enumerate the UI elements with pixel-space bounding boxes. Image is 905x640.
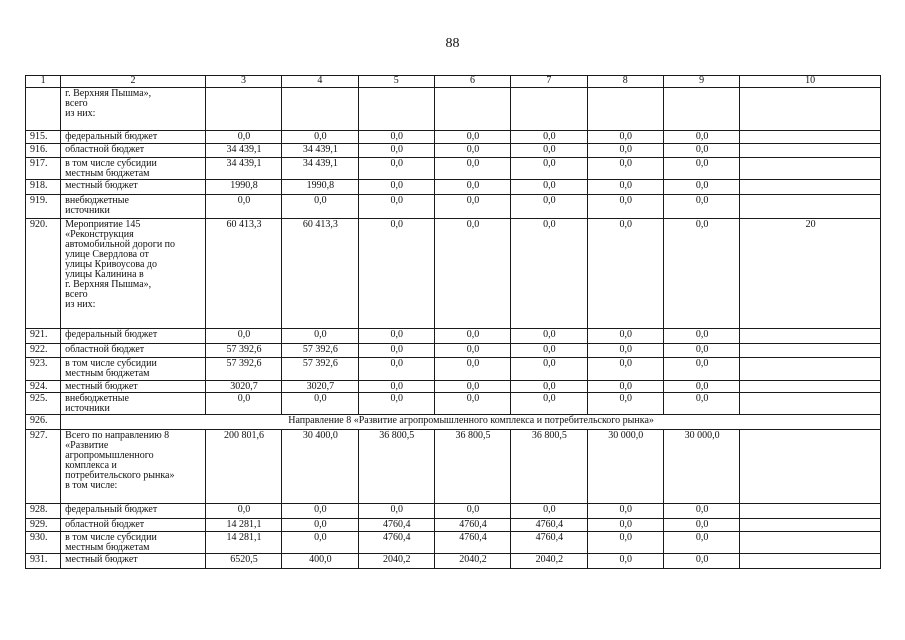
value-cell-col9: 0,0 [663,358,739,381]
value-cell-col8: 0,0 [587,219,663,329]
goal-number-cell [740,532,881,554]
value-cell-col4: 0,0 [282,532,358,554]
value-cell-col4: 0,0 [282,329,358,344]
item-name-line: из них: [65,299,96,310]
value-cell-col6: 4760,4 [434,519,510,532]
value-cell-col7: 0,0 [511,393,587,415]
value-cell-col8: 0,0 [587,329,663,344]
item-name-line: Мероприятие 145 [65,219,141,230]
value-cell-col7: 0,0 [511,504,587,519]
value-cell-col5: 0,0 [358,195,434,219]
item-name [61,88,206,131]
value-cell-col7: 0,0 [511,219,587,329]
value-cell-col4: 0,0 [282,195,358,219]
item-name-line: в том числе субсидии [65,158,157,169]
item-name-line: местным бюджетам [65,168,150,179]
section-title: Направление 8 «Развитие агропромышленного комплекса и потребительского рынка» [61,415,881,430]
column-header-5: 5 [358,76,434,88]
table-row [26,180,881,195]
row-number: 920. [26,219,61,329]
item-name-line: улицы Кривоусова до [65,259,157,270]
value-cell-col7: 0,0 [511,158,587,180]
value-cell-col5: 4760,4 [358,532,434,554]
value-cell-col5: 0,0 [358,358,434,381]
value-cell-col6: 0,0 [434,381,510,393]
value-cell-col4: 60 413,3 [282,219,358,329]
item-name-line: «Реконструкция [65,229,134,240]
header-row [26,76,881,88]
row-number: 928. [26,504,61,519]
value-cell-col8: 0,0 [587,381,663,393]
value-cell-col5: 0,0 [358,131,434,144]
value-cell-col4: 57 392,6 [282,344,358,358]
value-cell-col3: 1990,8 [205,180,281,195]
table-row [26,393,881,415]
value-cell-col3: 34 439,1 [205,158,281,180]
value-cell-col9: 30 000,0 [663,430,739,504]
column-header-2: 2 [61,76,206,88]
value-cell-col6: 0,0 [434,393,510,415]
row-number: 923. [26,358,61,381]
item-name-line: улице Свердлова от [65,249,149,260]
item-name [61,381,206,393]
item-name-line: местный бюджет [65,180,138,191]
item-name-line: автомобильной дороги по [65,239,176,250]
value-cell-col7: 0,0 [511,329,587,344]
item-name-line: областной бюджет [65,519,145,530]
column-header-7: 7 [511,76,587,88]
value-cell-col3: 0,0 [205,504,281,519]
value-cell-col5: 0,0 [358,180,434,195]
value-cell-col9: 0,0 [663,131,739,144]
value-cell-col7: 0,0 [511,144,587,158]
value-cell-col7: 36 800,5 [511,430,587,504]
value-cell-col5: 4760,4 [358,519,434,532]
row-number: 916. [26,144,61,158]
value-cell-col4: 0,0 [282,504,358,519]
value-cell-col5: 0,0 [358,381,434,393]
budget-table [25,75,881,569]
value-cell-col3: 0,0 [205,131,281,144]
item-name-line: всего [65,98,88,109]
value-cell-col6: 0,0 [434,219,510,329]
value-cell-col4: 57 392,6 [282,358,358,381]
goal-number-cell [740,393,881,415]
row-number: 926. [26,415,61,430]
value-cell-col4: 34 439,1 [282,158,358,180]
value-cell-col5: 36 800,5 [358,430,434,504]
item-name [61,158,206,180]
column-header-1: 1 [26,76,61,88]
item-name-line: областной бюджет [65,344,145,355]
table-body [26,88,881,569]
table-row [26,358,881,381]
row-number: 915. [26,131,61,144]
goal-number-cell [740,158,881,180]
value-cell-col8: 0,0 [587,393,663,415]
item-name-line: источники [65,205,110,216]
value-cell-col9: 0,0 [663,393,739,415]
column-header-3: 3 [205,76,281,88]
value-cell-col7: 4760,4 [511,519,587,532]
value-cell-col3: 60 413,3 [205,219,281,329]
table-row [26,219,881,329]
value-cell-col9: 0,0 [663,554,739,569]
goal-number-cell [740,329,881,344]
value-cell-col8: 0,0 [587,358,663,381]
item-name-line: в том числе субсидии [65,532,157,543]
goal-number-cell [740,430,881,504]
value-cell-col4: 400,0 [282,554,358,569]
value-cell-col4: 0,0 [282,519,358,532]
table-row [26,430,881,504]
row-number: 927. [26,430,61,504]
item-name [61,180,206,195]
value-cell-col3: 3020,7 [205,381,281,393]
table-row [26,519,881,532]
item-name-line: местным бюджетам [65,542,150,553]
item-name-line: улицы Калинина в [65,269,144,280]
goal-number-cell [740,519,881,532]
goal-number-cell [740,554,881,569]
value-cell-col7: 2040,2 [511,554,587,569]
value-cell-col3: 57 392,6 [205,344,281,358]
item-name-line: комплекса и [65,460,117,471]
value-cell-col5: 0,0 [358,144,434,158]
value-cell-col8: 0,0 [587,195,663,219]
item-name [61,430,206,504]
value-cell-col5: 0,0 [358,344,434,358]
value-cell-col3: 6520,5 [205,554,281,569]
page-number: 88 [445,36,460,51]
item-name [61,131,206,144]
value-cell-col8: 0,0 [587,144,663,158]
item-name [61,554,206,569]
value-cell-col4 [282,88,358,131]
row-number: 919. [26,195,61,219]
item-name-line: «Развитие [65,440,109,451]
item-name [61,532,206,554]
value-cell-col9: 0,0 [663,504,739,519]
value-cell-col5: 0,0 [358,393,434,415]
value-cell-col5 [358,88,434,131]
value-cell-col6: 0,0 [434,180,510,195]
value-cell-col4: 34 439,1 [282,144,358,158]
item-name [61,393,206,415]
value-cell-col9: 0,0 [663,180,739,195]
table-row [26,195,881,219]
row-number: 924. [26,381,61,393]
value-cell-col7: 0,0 [511,344,587,358]
value-cell-col3: 34 439,1 [205,144,281,158]
value-cell-col9 [663,88,739,131]
goal-number-cell [740,504,881,519]
goal-number-cell [740,358,881,381]
value-cell-col9: 0,0 [663,344,739,358]
table-row [26,329,881,344]
value-cell-col7: 0,0 [511,381,587,393]
value-cell-col7: 0,0 [511,195,587,219]
goal-number-cell [740,180,881,195]
value-cell-col8: 0,0 [587,504,663,519]
value-cell-col9: 0,0 [663,519,739,532]
item-name [61,195,206,219]
item-name-line: местным бюджетам [65,368,150,379]
item-name-line: г. Верхняя Пышма», [65,88,152,99]
column-header-4: 4 [282,76,358,88]
row-number [26,88,61,131]
table-row [26,344,881,358]
goal-number-cell [740,88,881,131]
value-cell-col9: 0,0 [663,195,739,219]
row-number: 917. [26,158,61,180]
item-name [61,329,206,344]
value-cell-col3: 14 281,1 [205,532,281,554]
value-cell-col3: 57 392,6 [205,358,281,381]
item-name-line: источники [65,403,110,414]
column-header-6: 6 [434,76,510,88]
item-name-line: агропромышленного [65,450,154,461]
value-cell-col9: 0,0 [663,219,739,329]
goal-number-cell [740,381,881,393]
column-header-10: 10 [740,76,881,88]
value-cell-col7 [511,88,587,131]
value-cell-col3: 200 801,6 [205,430,281,504]
item-name [61,144,206,158]
value-cell-col3 [205,88,281,131]
item-name-line: внебюджетные [65,195,129,206]
value-cell-col3: 0,0 [205,195,281,219]
item-name-line: федеральный бюджет [65,131,158,142]
value-cell-col5: 0,0 [358,329,434,344]
item-name-line: всего [65,289,88,300]
value-cell-col7: 4760,4 [511,532,587,554]
table-row [26,381,881,393]
table-row [26,158,881,180]
item-name [61,504,206,519]
item-name-line: Всего по направлению 8 [65,430,170,441]
item-name-line: потребительского рынка» [65,470,175,481]
value-cell-col3: 0,0 [205,329,281,344]
row-number: 925. [26,393,61,415]
row-number: 918. [26,180,61,195]
value-cell-col7: 0,0 [511,131,587,144]
value-cell-col6: 0,0 [434,195,510,219]
value-cell-col6: 0,0 [434,358,510,381]
value-cell-col6 [434,88,510,131]
value-cell-col8: 0,0 [587,131,663,144]
item-name [61,344,206,358]
value-cell-col8: 0,0 [587,519,663,532]
item-name-line: федеральный бюджет [65,329,158,340]
value-cell-col8: 0,0 [587,158,663,180]
item-name-line: внебюджетные [65,393,129,404]
value-cell-col4: 0,0 [282,131,358,144]
value-cell-col4: 3020,7 [282,381,358,393]
table-row [26,554,881,569]
goal-number-cell [740,344,881,358]
item-name-line: местный бюджет [65,381,138,392]
value-cell-col6: 0,0 [434,344,510,358]
item-name [61,358,206,381]
table-row [26,88,881,131]
table-row [26,415,881,430]
value-cell-col5: 0,0 [358,219,434,329]
goal-number-cell [740,131,881,144]
item-name-line: г. Верхняя Пышма», [65,279,152,290]
table-row [26,144,881,158]
row-number: 931. [26,554,61,569]
goal-number-cell [740,195,881,219]
value-cell-col9: 0,0 [663,158,739,180]
value-cell-col4: 0,0 [282,393,358,415]
value-cell-col8: 0,0 [587,554,663,569]
value-cell-col5: 0,0 [358,158,434,180]
row-number: 921. [26,329,61,344]
goal-number-cell: 20 [740,219,881,329]
value-cell-col4: 1990,8 [282,180,358,195]
value-cell-col4: 30 400,0 [282,430,358,504]
value-cell-col6: 2040,2 [434,554,510,569]
value-cell-col3: 0,0 [205,393,281,415]
value-cell-col8: 0,0 [587,344,663,358]
value-cell-col3: 14 281,1 [205,519,281,532]
goal-number-cell [740,144,881,158]
value-cell-col6: 0,0 [434,158,510,180]
value-cell-col6: 36 800,5 [434,430,510,504]
value-cell-col6: 0,0 [434,144,510,158]
value-cell-col5: 2040,2 [358,554,434,569]
item-name-line: в том числе: [65,480,118,491]
value-cell-col8 [587,88,663,131]
value-cell-col6: 0,0 [434,131,510,144]
column-header-9: 9 [663,76,739,88]
value-cell-col9: 0,0 [663,329,739,344]
value-cell-col6: 4760,4 [434,532,510,554]
item-name-line: в том числе субсидии [65,358,157,369]
row-number: 929. [26,519,61,532]
column-header-8: 8 [587,76,663,88]
item-name-line: федеральный бюджет [65,504,158,515]
value-cell-col6: 0,0 [434,504,510,519]
value-cell-col6: 0,0 [434,329,510,344]
value-cell-col7: 0,0 [511,358,587,381]
table-row [26,504,881,519]
value-cell-col7: 0,0 [511,180,587,195]
item-name-line: местный бюджет [65,554,138,565]
table-row [26,131,881,144]
value-cell-col9: 0,0 [663,381,739,393]
item-name-line: областной бюджет [65,144,145,155]
value-cell-col8: 0,0 [587,532,663,554]
value-cell-col9: 0,0 [663,532,739,554]
item-name [61,519,206,532]
value-cell-col5: 0,0 [358,504,434,519]
item-name-line: из них: [65,108,96,119]
value-cell-col8: 0,0 [587,180,663,195]
value-cell-col8: 30 000,0 [587,430,663,504]
row-number: 922. [26,344,61,358]
table-row [26,532,881,554]
row-number: 930. [26,532,61,554]
value-cell-col9: 0,0 [663,144,739,158]
item-name [61,219,206,329]
